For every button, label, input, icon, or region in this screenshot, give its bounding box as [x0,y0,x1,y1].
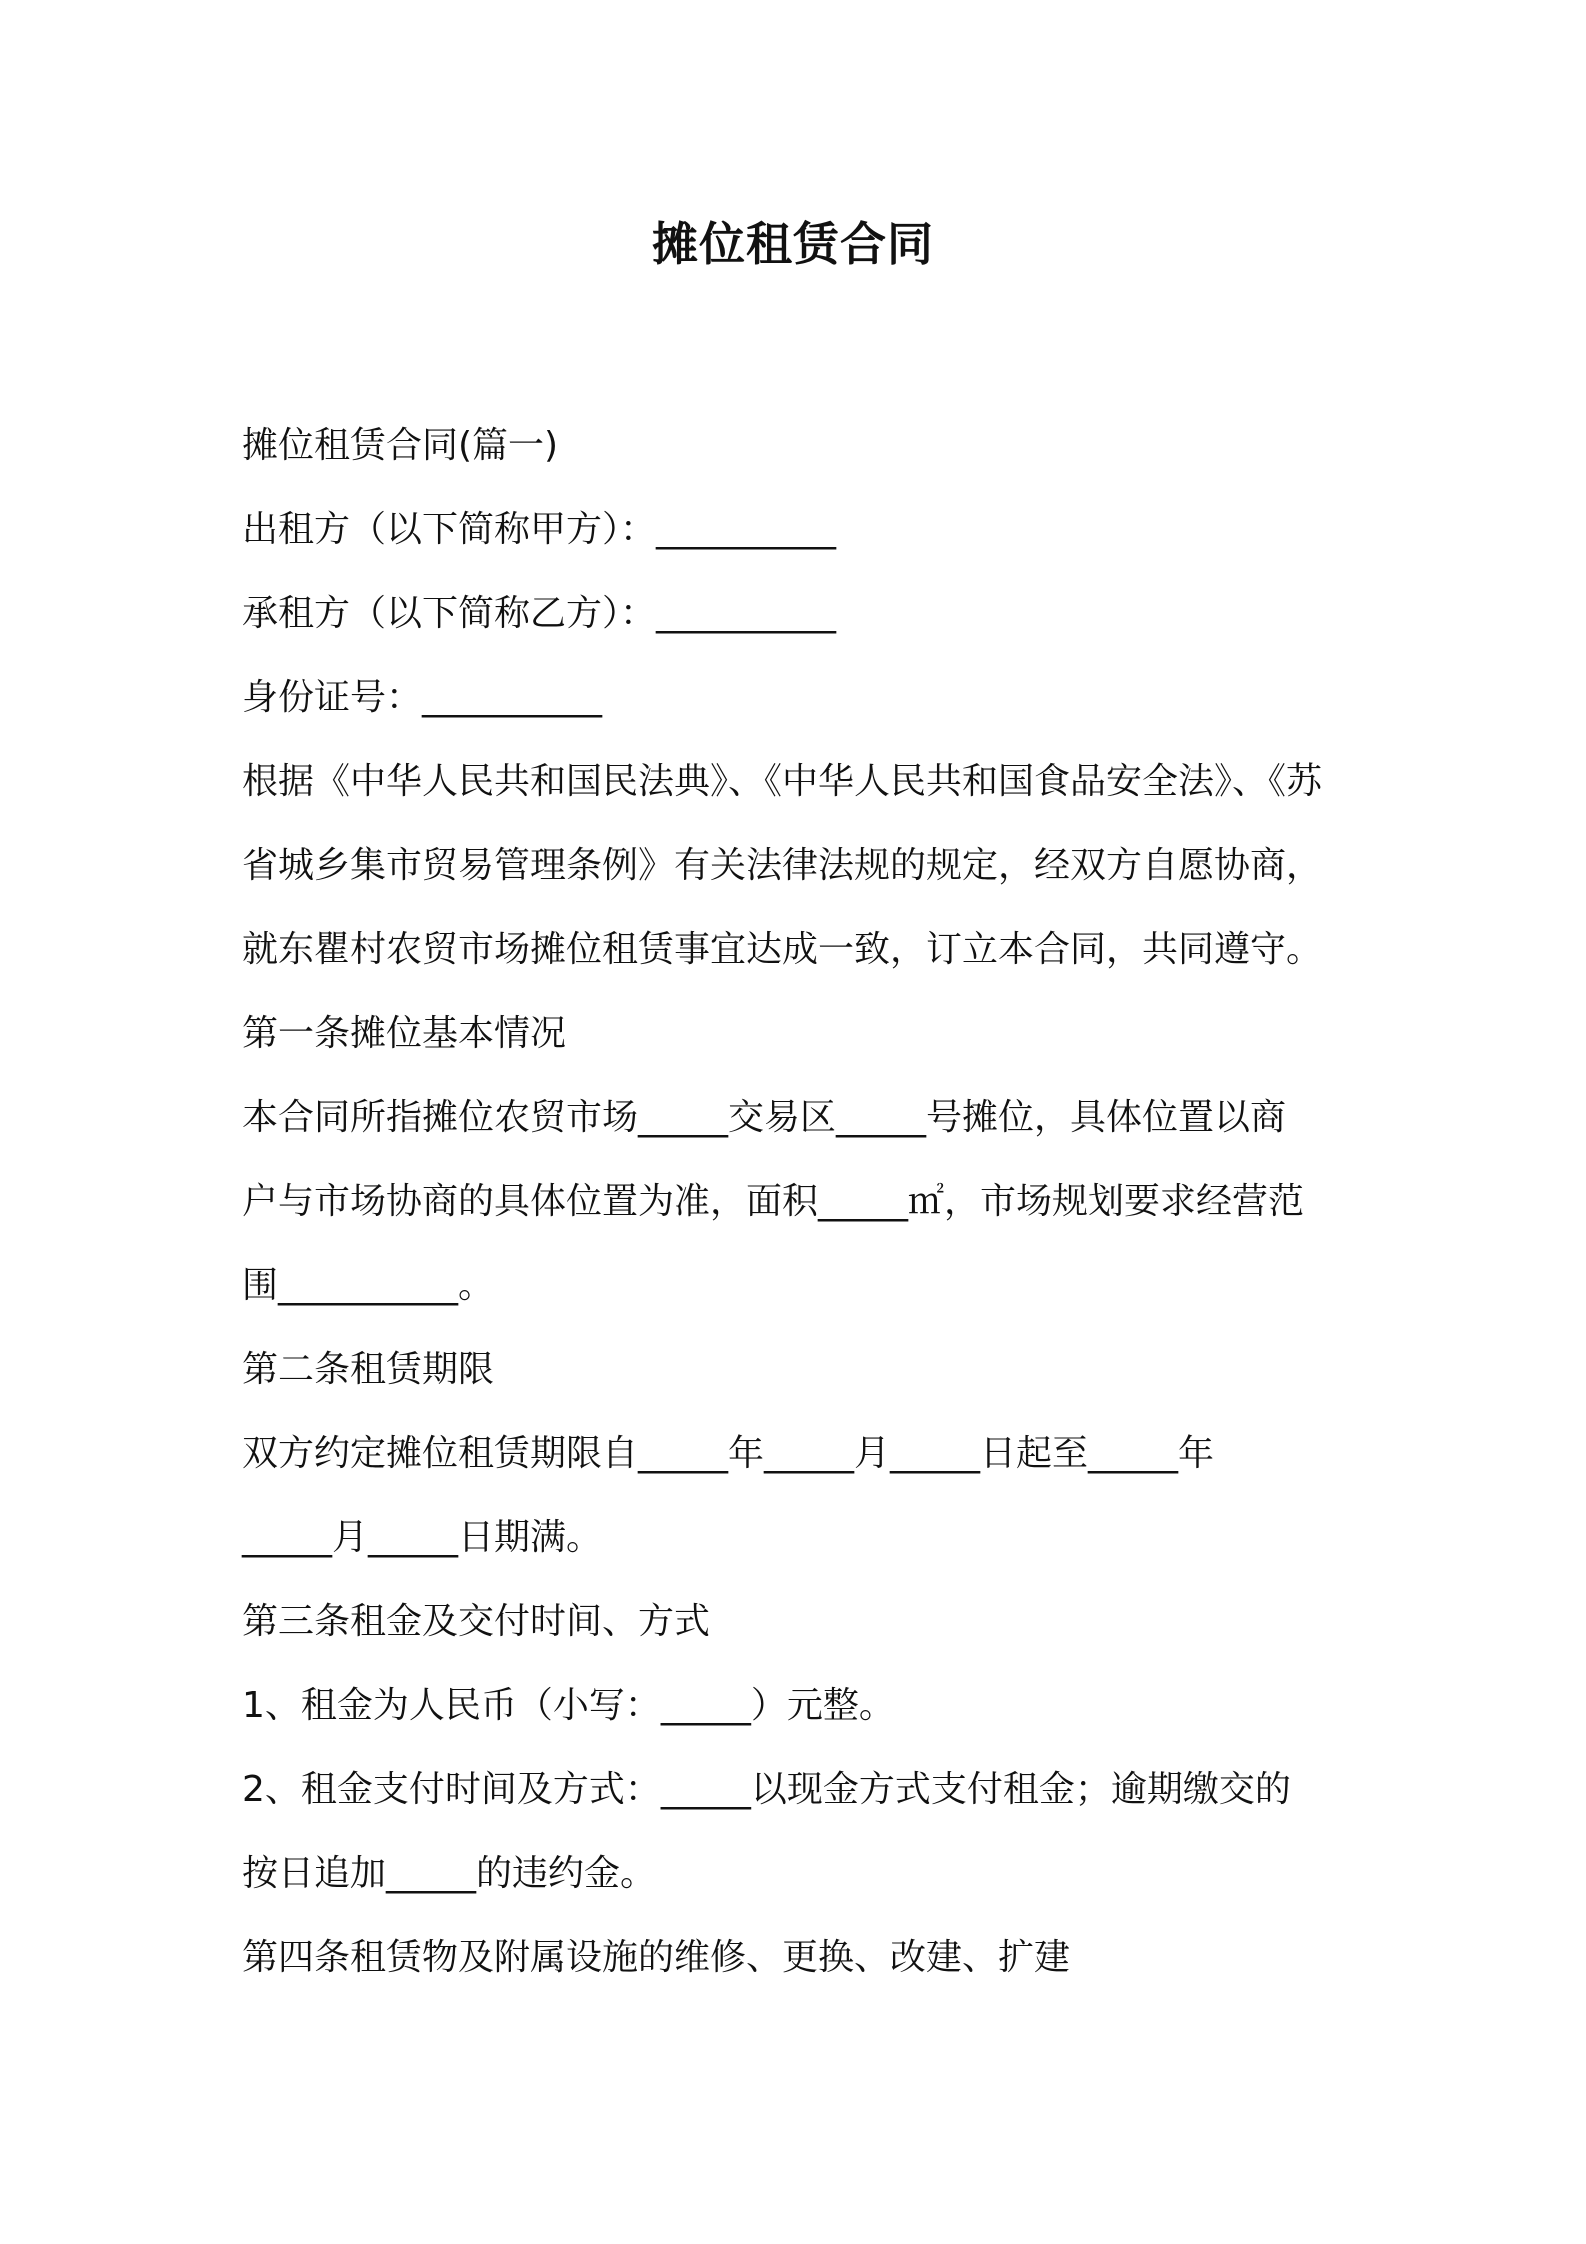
article-2-line-2: _____月_____日期满。 [242,1517,603,1558]
document-body [242,404,1362,2000]
article-1-line-2: 户与市场协商的具体位置为准，面积_____㎡，市场规划要求经营范 [242,1181,1305,1222]
lessee-line: 承租方（以下简称乙方）：__________ [242,593,837,634]
subtitle-line: 摊位租赁合同(篇一) [242,425,559,466]
article-3-item-2-line-2: 按日追加_____的违约金。 [242,1853,657,1894]
article-1-line-1: 本合同所指摊位农贸市场_____交易区_____号摊位，具体位置以商 [242,1097,1287,1138]
article-1-line-3: 围__________。 [242,1265,495,1306]
article-4-heading: 第四条租赁物及附属设施的维修、更换、改建、扩建 [242,1937,1071,1978]
preamble-line-3: 就东瞿村农贸市场摊位租赁事宜达成一致，订立本合同，共同遵守。 [242,929,1323,970]
preamble-line-1: 根据《中华人民共和国民法典》、《中华人民共和国食品安全法》、《苏 [242,761,1323,802]
lessor-line: 出租方（以下简称甲方）：__________ [242,509,837,550]
document-title: 摊位租赁合同 [652,217,934,271]
article-3-item-1: 1、租金为人民币（小写：_____）元整。 [242,1685,895,1726]
article-2-heading: 第二条租赁期限 [242,1349,495,1390]
id-number-line: 身份证号：__________ [242,677,603,718]
article-3-item-2-line-1: 2、租金支付时间及方式：_____以现金方式支付租金；逾期缴交的 [242,1769,1291,1810]
article-3-heading: 第三条租金及交付时间、方式 [242,1601,711,1642]
article-2-line-1: 双方约定摊位租赁期限自_____年_____月_____日起至_____年 [242,1433,1215,1474]
preamble-line-2: 省城乡集市贸易管理条例》有关法律法规的规定，经双方自愿协商， [242,845,1323,886]
article-1-heading: 第一条摊位基本情况 [242,1013,567,1054]
